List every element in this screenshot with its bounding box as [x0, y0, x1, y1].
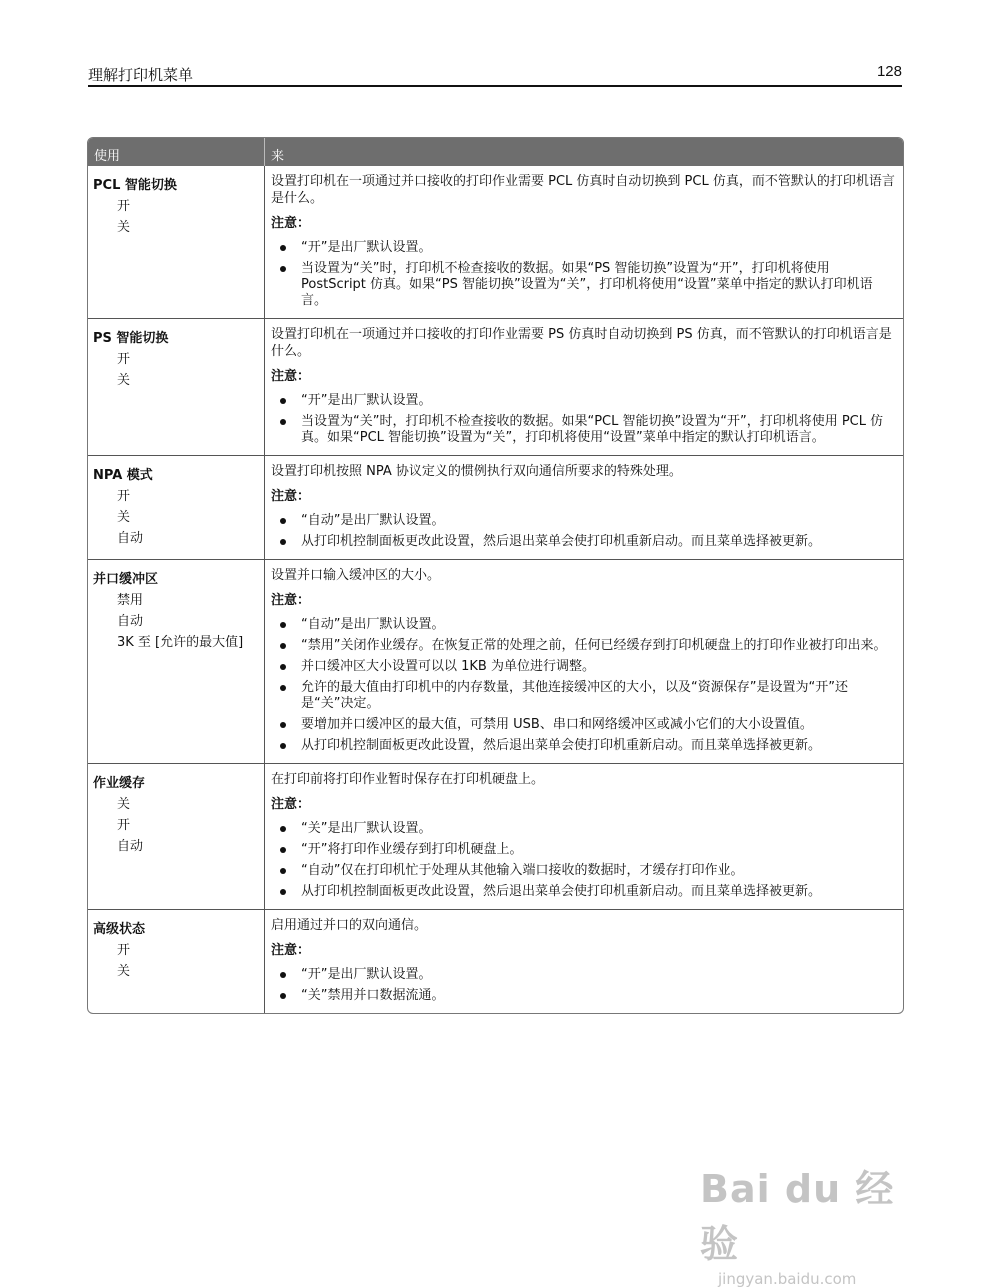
note-text: “禁用”关闭作业缓存。在恢复正常的处理之前，任何已经缓存到打印机硬盘上的打印作业被打印出来。: [301, 638, 887, 653]
description-cell: [265, 319, 903, 455]
note-text: “开”是出厂默认设置。: [301, 967, 432, 982]
table-row: [88, 166, 903, 318]
note-item: [271, 863, 897, 879]
note-item: [271, 842, 897, 858]
notes-list: [271, 821, 897, 900]
note-text: 允许的最大值由打印机中的内存数量，其他连接缓冲区的大小，以及“资源保存”是设置为“开”还是“关”决定。: [301, 680, 848, 711]
setting-cell: [88, 166, 265, 318]
note-item: [271, 884, 897, 900]
baidu-watermark: [700, 1158, 930, 1288]
bullet-icon: [280, 993, 286, 999]
bullet-icon: [280, 972, 286, 978]
note-text: 当设置为“关”时，打印机不检查接收的数据。如果“PS 智能切换”设置为“开”，打印机将使用 PostScript 仿真。如果“PS 智能切换”设置为“关”，打印机将使用“设置”菜单中指定的默认打印机语言。: [301, 261, 873, 308]
menu-table: [87, 137, 904, 1014]
note-item: [271, 414, 897, 446]
setting-option: 自动: [117, 614, 144, 629]
setting-option: 关: [117, 373, 131, 388]
table-row: [88, 455, 903, 559]
note-text: 并口缓冲区大小设置可以以 1KB 为单位进行调整。: [301, 659, 595, 674]
bullet-icon: [280, 622, 286, 628]
note-text: 当设置为“关”时，打印机不检查接收的数据。如果“PCL 智能切换”设置为“开”，打印机将使用 PCL 仿真。如果“PCL 智能切换”设置为“关”，打印机将使用“设置”菜单中指定的默认打印机语言。: [301, 414, 884, 445]
bullet-icon: [280, 398, 286, 404]
setting-description: 设置打印机在一项通过并口接收的打印作业需要 PS 仿真时自动切换到 PS 仿真，而不管默认的打印机语言是什么。: [271, 327, 892, 359]
setting-cell: [88, 764, 265, 909]
setting-name: 作业缓存: [93, 776, 146, 791]
setting-option: 关: [117, 964, 131, 979]
setting-option: 关: [117, 797, 131, 812]
bullet-icon: [280, 722, 286, 728]
note-label: 注意：: [271, 369, 311, 384]
table-row: [88, 559, 903, 763]
column-header-to: 来: [271, 149, 285, 164]
note-label: 注意：: [271, 797, 311, 812]
setting-description: 启用通过并口的双向通信。: [271, 918, 428, 933]
note-text: 从打印机控制面板更改此设置，然后退出菜单会使打印机重新启动。而且菜单选择被更新。: [301, 534, 822, 549]
note-text: 从打印机控制面板更改此设置，然后退出菜单会使打印机重新启动。而且菜单选择被更新。: [301, 738, 822, 753]
setting-option: 3K 至 [允许的最大值]: [117, 635, 244, 650]
note-item: [271, 967, 897, 983]
setting-description: 在打印前将打印作业暂时保存在打印机硬盘上。: [271, 772, 545, 787]
page-title: 理解打印机菜单: [88, 66, 194, 84]
note-text: 从打印机控制面板更改此设置，然后退出菜单会使打印机重新启动。而且菜单选择被更新。: [301, 884, 822, 899]
note-text: “开”将打印作业缓存到打印机硬盘上。: [301, 842, 523, 857]
setting-name: PS 智能切换: [93, 331, 169, 346]
description-cell: [265, 910, 903, 1013]
setting-name: NPA 模式: [93, 468, 153, 483]
notes-list: [271, 240, 897, 309]
setting-option: 自动: [117, 531, 144, 546]
description-cell: [265, 560, 903, 763]
setting-option: 开: [117, 352, 131, 367]
table-row: [88, 318, 903, 455]
note-item: [271, 680, 897, 712]
setting-option: 开: [117, 818, 131, 833]
note-label: 注意：: [271, 593, 311, 608]
bullet-icon: [280, 868, 286, 874]
note-text: “开”是出厂默认设置。: [301, 393, 432, 408]
bullet-icon: [280, 847, 286, 853]
note-item: [271, 534, 897, 550]
table-body: [88, 166, 903, 1013]
bullet-icon: [280, 664, 286, 670]
table-row: [88, 763, 903, 909]
note-item: [271, 513, 897, 529]
setting-description: 设置打印机按照 NPA 协议定义的惯例执行双向通信所要求的特殊处理。: [271, 464, 682, 479]
page-header: [88, 63, 902, 87]
note-item: [271, 659, 897, 675]
bullet-icon: [280, 826, 286, 832]
note-label: 注意：: [271, 489, 311, 504]
watermark-site: jingyan.baidu.com: [718, 1270, 857, 1288]
note-label: 注意：: [271, 943, 311, 958]
column-header-use: 使用: [88, 138, 265, 166]
note-text: “自动”仅在打印机忙于处理从其他输入端口接收的数据时，才缓存打印作业。: [301, 863, 744, 878]
setting-description: 设置打印机在一项通过并口接收的打印作业需要 PCL 仿真时自动切换到 PCL 仿真，而不管默认的打印机语言是什么。: [271, 174, 895, 206]
note-item: [271, 988, 897, 1004]
note-text: 要增加并口缓冲区的最大值，可禁用 USB、串口和网络缓冲区或减小它们的大小设置值。: [301, 717, 813, 732]
watermark-brand: Bai du 经验: [700, 1167, 895, 1266]
note-item: [271, 617, 897, 633]
note-text: “关”禁用并口数据流通。: [301, 988, 445, 1003]
bullet-icon: [280, 518, 286, 524]
setting-cell: [88, 910, 265, 1013]
note-item: [271, 738, 897, 754]
description-cell: [265, 764, 903, 909]
setting-option: 开: [117, 489, 131, 504]
note-item: [271, 821, 897, 837]
description-cell: [265, 166, 903, 318]
bullet-icon: [280, 266, 286, 272]
setting-option: 禁用: [117, 593, 144, 608]
description-cell: [265, 456, 903, 559]
setting-description: 设置并口输入缓冲区的大小。: [271, 568, 441, 583]
bullet-icon: [280, 419, 286, 425]
bullet-icon: [280, 643, 286, 649]
setting-option: 关: [117, 220, 131, 235]
setting-cell: [88, 560, 265, 763]
note-item: [271, 393, 897, 409]
bullet-icon: [280, 889, 286, 895]
bullet-icon: [280, 539, 286, 545]
setting-cell: [88, 456, 265, 559]
bullet-icon: [280, 743, 286, 749]
note-text: “开”是出厂默认设置。: [301, 240, 432, 255]
note-text: “自动”是出厂默认设置。: [301, 617, 445, 632]
setting-name: PCL 智能切换: [93, 178, 177, 193]
notes-list: [271, 513, 897, 550]
setting-option: 关: [117, 510, 131, 525]
setting-name: 并口缓冲区: [93, 572, 159, 587]
notes-list: [271, 967, 897, 1004]
note-item: [271, 261, 897, 309]
note-item: [271, 717, 897, 733]
setting-cell: [88, 319, 265, 455]
setting-option: 开: [117, 943, 131, 958]
setting-option: 开: [117, 199, 131, 214]
note-item: [271, 638, 897, 654]
table-row: [88, 909, 903, 1013]
notes-list: [271, 617, 897, 754]
bullet-icon: [280, 245, 286, 251]
bullet-icon: [280, 685, 286, 691]
note-label: 注意：: [271, 216, 311, 231]
notes-list: [271, 393, 897, 446]
page-number: 128: [876, 63, 902, 80]
setting-name: 高级状态: [93, 922, 146, 937]
note-text: “自动”是出厂默认设置。: [301, 513, 445, 528]
table-header: [88, 138, 903, 166]
note-text: “关”是出厂默认设置。: [301, 821, 432, 836]
setting-option: 自动: [117, 839, 144, 854]
note-item: [271, 240, 897, 256]
